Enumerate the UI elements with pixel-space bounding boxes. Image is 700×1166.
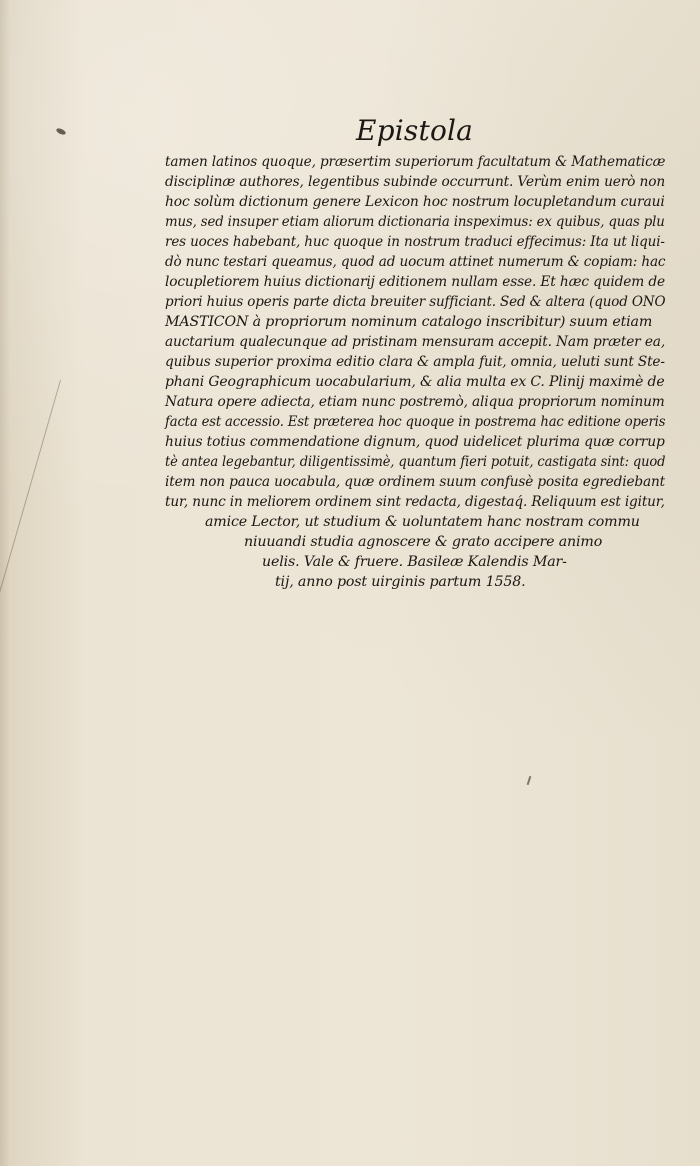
text-line-6: dò nunc testari queamus, quod ad uocum attinet numerum & copiam: hac — [165, 254, 666, 270]
text-line-22: tij, anno post uirginis partum 1558. — [275, 574, 526, 590]
document-title: Epistola — [356, 114, 474, 147]
text-line-11: quibus superior proxima editio clara & ampla fuit, omnia, ueluti sunt Ste- — [165, 354, 665, 370]
text-line-12: phani Geographicum uocabularium, & alia multa ex C. Plinij maximè de — [165, 374, 665, 390]
text-line-19: amice Lector, ut studium & uoluntatem hanc nostram commu — [205, 514, 640, 530]
text-line-2: disciplinæ authores, legentibus subinde occurrunt. Verùm enim uerò non — [165, 174, 666, 190]
text-line-17: item non pauca uocabula, quæ ordinem suum confusè posita egrediebant — [165, 474, 666, 490]
text-line-3: hoc solùm dictionum genere Lexicon hoc nostrum locupletandum curaui — [165, 194, 665, 210]
text-line-4: mus, sed insuper etiam aliorum dictionaria inspeximus: ex quibus, quas plu — [165, 214, 665, 230]
text-line-20: niuuandi studia agnoscere & grato accipere animo — [244, 534, 603, 550]
text-line-5: res uoces habebant, huc quoque in nostrum traduci effecimus: Ita ut liqui- — [165, 234, 665, 250]
text-line-8: priori huius operis parte dicta breuiter sufficiant. Sed & altera (quod ONO — [165, 294, 666, 310]
text-line-9: MASTICON à propriorum nominum catalogo inscribitur) suum etiam — [165, 314, 653, 330]
text-line-14: facta est accessio. Est præterea hoc quoque in postrema hac editione operis — [165, 414, 666, 430]
text-line-7: locupletiorem huius dictionarij editionem nullam esse. Et hæc quidem de — [165, 274, 665, 290]
text-line-15: huius totius commendatione dignum, quod uidelicet plurima quæ corrup — [165, 434, 665, 450]
text-line-13: Natura opere adiecta, etiam nunc postremò, aliqua propriorum nominum — [165, 394, 665, 410]
text-line-10: auctarium qualecunque ad pristinam mensuram accepit. Nam præter ea, — [165, 334, 666, 350]
text-line-16: tè antea legebantur, diligentissimè, quantum fieri potuit, castigata sint: quod — [165, 454, 666, 470]
text-line-21: uelis. Vale & fruere. Basileæ Kalendis Mar- — [262, 554, 567, 570]
text-line-18: tur, nunc in meliorem ordinem sint redacta, digestaq́. Reliquum est igitur, — [165, 494, 665, 510]
text-line-1: tamen latinos quoque, præsertim superiorum facultatum & Mathematicæ — [165, 154, 666, 170]
